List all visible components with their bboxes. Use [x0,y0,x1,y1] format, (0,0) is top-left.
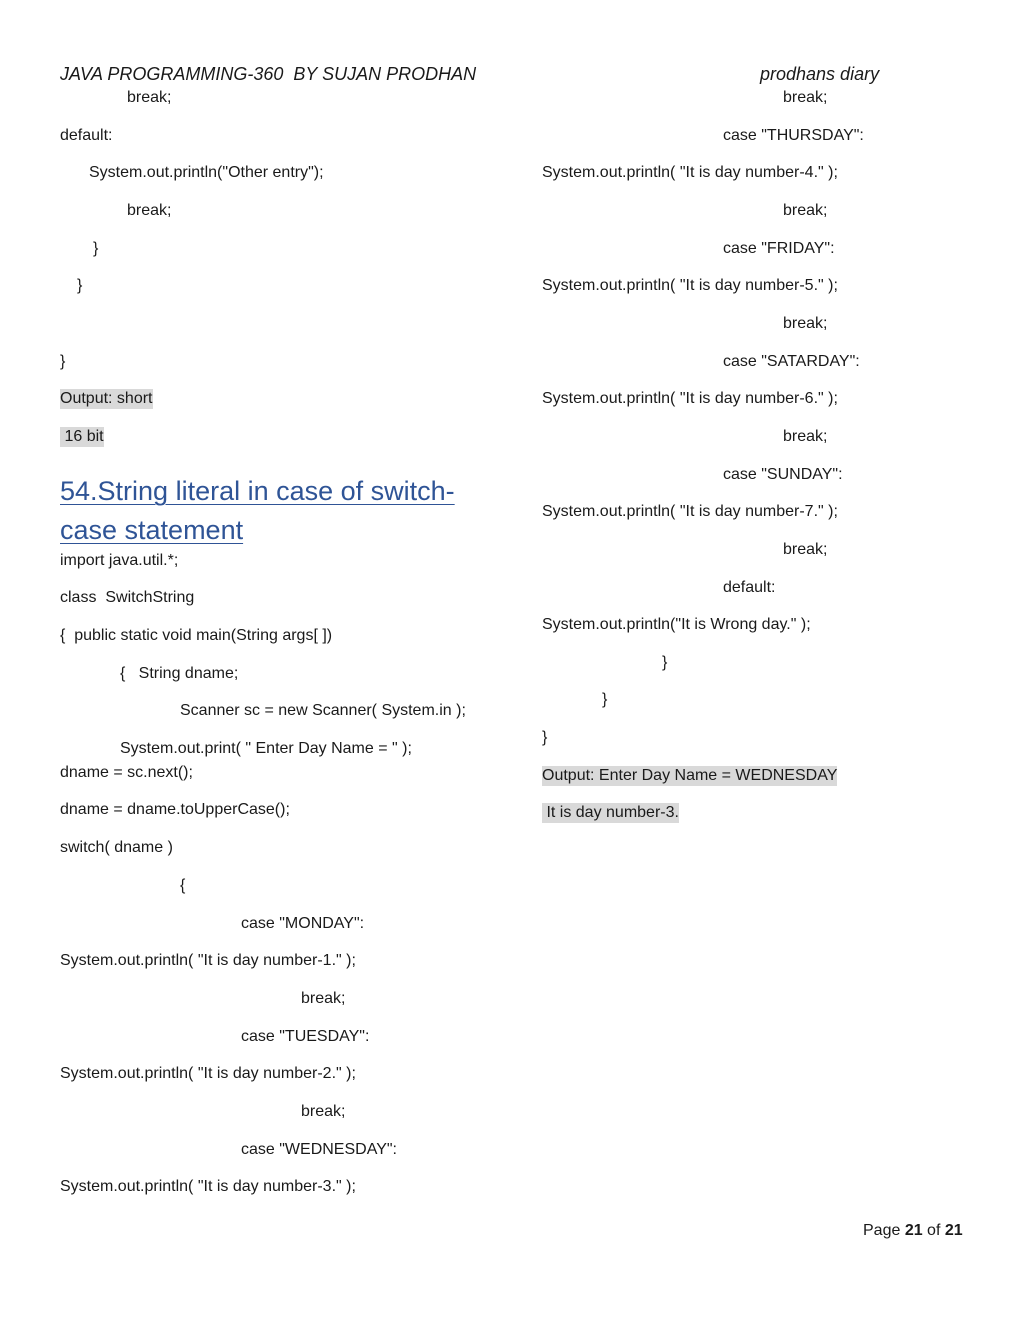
code-line: case "TUESDAY": [241,1028,370,1045]
code-line: default: [723,579,776,596]
code-line: class SwitchString [60,589,195,606]
code-line: } [93,240,99,257]
output-line: Output: Enter Day Name = WEDNESDAY [542,767,838,784]
code-line: System.out.print( " Enter Day Name = " ); [120,740,412,757]
code-line: System.out.println( "It is day number-7." ); [542,503,838,520]
code-line: case "WEDNESDAY": [241,1141,397,1158]
page-label: Page [863,1222,905,1239]
code-line: { public static void main(String args[ ]) [60,627,333,644]
code-line: System.out.println( "It is day number-6." ); [542,390,838,407]
output-line: It is day number-3. [542,804,679,821]
code-line: dname = sc.next(); [60,764,193,781]
code-line: break; [301,1103,346,1120]
code-line: dname = dname.toUpperCase(); [60,801,290,818]
code-line: System.out.println("Other entry"); [89,164,324,181]
code-line: break; [783,315,828,332]
code-line: { [180,877,186,894]
code-line: case "SATARDAY": [723,353,860,370]
code-line: break; [783,428,828,445]
header-brand: prodhans diary [760,64,880,84]
code-line: { String dname; [120,665,239,682]
code-line: import java.util.*; [60,552,179,569]
code-line: default: [60,127,113,144]
code-line: } [602,691,608,708]
header-title: JAVA PROGRAMMING-360 BY SUJAN PRODHAN [60,64,477,84]
page-footer [863,1221,963,1241]
code-line: System.out.println( "It is day number-3." ); [60,1178,356,1195]
code-line: System.out.println("It is Wrong day." ); [542,616,811,633]
section-heading-line: 54.String literal in case of switch- [60,476,455,506]
output-line: 16 bit [60,428,104,445]
code-line: break; [783,202,828,219]
section-heading-line: case statement [60,515,244,545]
code-line: case "FRIDAY": [723,240,835,257]
code-line: } [77,277,83,294]
code-line: } [542,729,548,746]
code-line: System.out.println( "It is day number-4." ); [542,164,838,181]
code-line: case "MONDAY": [241,915,365,932]
code-line: } [662,654,668,671]
page-total: 21 [944,1222,963,1239]
output-line: Output: short [60,390,153,407]
code-line: System.out.println( "It is day number-2." ); [60,1065,356,1082]
code-line: break; [783,89,828,106]
code-line: case "THURSDAY": [723,127,864,144]
code-line: case "SUNDAY": [723,466,843,483]
page-number: 21 [904,1222,923,1239]
code-line: break; [127,202,172,219]
code-line: } [60,353,66,370]
code-line: System.out.println( "It is day number-1." ); [60,952,356,969]
section-heading [60,472,455,550]
code-line: Scanner sc = new Scanner( System.in ); [180,702,466,719]
code-line: break; [301,990,346,1007]
code-line: break; [783,541,828,558]
code-line: break; [127,89,172,106]
page-of-label: of [922,1222,945,1239]
code-line: switch( dname ) [60,839,173,856]
code-line: System.out.println( "It is day number-5." ); [542,277,838,294]
